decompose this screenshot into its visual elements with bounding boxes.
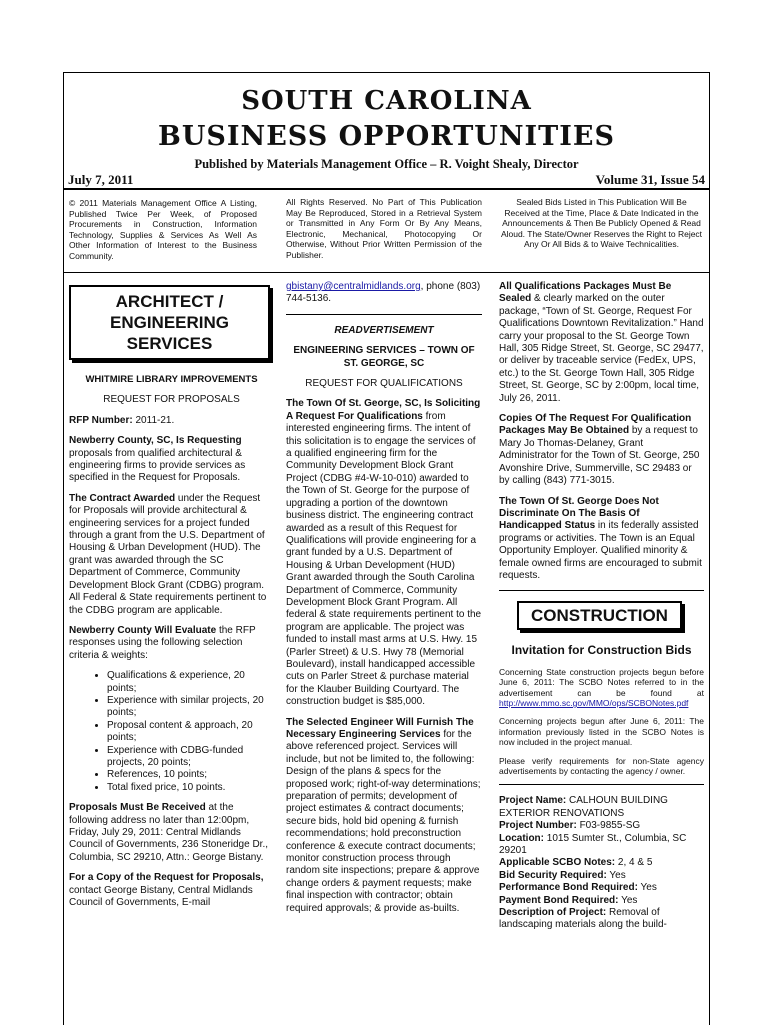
readvertisement-label: READVERTISEMENT: [334, 324, 434, 336]
paragraph: Newberry County Will Evaluate the RFP responses using the following selection criteria & weights:: [69, 624, 256, 661]
section-architect-engineering: ARCHITECT / ENGINEERING SERVICES: [69, 285, 270, 360]
list-item: • Experience with CDBG-funded projects, 20 points;: [107, 745, 274, 770]
contact-line: gbistany@centralmidlands.org, phone (803) 744-5136.: [286, 281, 481, 305]
project-number: Project Number: F03-9855-SG: [499, 820, 641, 832]
column-3: [499, 281, 704, 932]
divider: [286, 314, 482, 315]
scbo-note: Concerning State construction projects begun before June 6, 2011: The SCBO Notes referred to in the advertisement can be found at http://www.mmo.sc.gov/MMO/ops/SCBONotes.pdf: [499, 666, 704, 708]
email-link[interactable]: gbistany@centralmidlands.org: [286, 281, 421, 292]
paragraph: The Town Of St. George Does Not Discriminate On The Basis Of Handicapped Status in its federally assisted programs or activities. The Town is an Equal Opportunity Employer. Qualified minority & female owned firms are encouraged to submit requests.: [499, 495, 702, 581]
payment-bond: Payment Bond Required: Yes: [499, 894, 638, 906]
publisher-line: Published by Materials Management Office – R. Voight Shealy, Director: [194, 157, 579, 171]
scbo-notes-link[interactable]: http://www.mmo.sc.gov/MMO/ops/SCBONotes.pdf: [499, 697, 689, 708]
project-description: Description of Project: Removal of landscaping materials along the build-: [499, 907, 667, 931]
scbo-notes: Applicable SCBO Notes: 2, 4 & 5: [499, 857, 653, 869]
masthead-subtitle: BUSINESS OPPORTUNITIES: [158, 121, 615, 152]
paragraph: For a Copy of the Request for Proposals, contact George Bistany, Central Midlands Council of Governments, E-mail: [69, 872, 264, 909]
paragraph: Newberry County, SC, Is Requesting proposals from qualified architectural & engineering firms to provide services as specified in the Request for Proposals.: [69, 435, 246, 484]
rfp-number: RFP Number: 2011-21.: [69, 414, 175, 426]
issue-date: July 7, 2011: [68, 172, 134, 187]
copyright-notice: © 2011 Materials Management Office A Listing, Published Twice Per Week, of Proposed Procurements in Construction, Information Technology, Supplies & Services As Well As Other Information of Interest to the Business Community.: [69, 198, 257, 261]
column-1: [69, 281, 274, 917]
scbo-note: Please verify requirements for non-State agency advertisements by contacting the agency / owner.: [499, 755, 704, 776]
paragraph: The Contract Awarded under the Request for Proposals will provide architectural & engineering services for a project funded through a grant from the U.S. Department of Housing & Urban Development (HUD). The grant was awarded through the SC Department of Commerce, Community Development Block Grant (CDBG) program. All Federal & State requirements pertinent to the CDBG program are applicable.: [69, 492, 267, 616]
page-frame: [63, 72, 710, 1025]
sealed-bids-notice: Sealed Bids Listed in This Publication Will Be Received at the Time, Place & Date Indicated in the Announcements & Then Be Publicly Opened & Read Aloud. The State/Owner Reserves the Right to Reject Any Or All Bids & to Waive Technicalities.: [500, 197, 703, 249]
paragraph: All Qualifications Packages Must Be Sealed & clearly marked on the outer package, “Town of St. George, Request For Qualifications Downtown Revitalization.” Hand carry your proposal to the St. George Town Hall, 305 Ridge Street, St. George, SC 29477, or deliver by traceable service (FedEx, UPS, etc.) to the St. George Town Hall, 305 Ridge Street, St. George, SC by 2:00pm, local time, July 26, 2011.: [499, 281, 704, 404]
project-location: Location: 1015 Sumter St., Columbia, SC 29201: [499, 832, 687, 857]
performance-bond: Performance Bond Required: Yes: [499, 882, 657, 894]
section-construction: CONSTRUCTION: [517, 601, 682, 630]
notice-rule: [64, 272, 709, 273]
list-item: • Proposal content & approach, 20 points;: [107, 720, 274, 745]
list-item: • Total fixed price, 10 points.: [107, 782, 274, 794]
divider: [499, 784, 704, 785]
masthead-title: SOUTH CAROLINA: [241, 86, 532, 116]
project-title: ENGINEERING SERVICES – TOWN OF ST. GEORGE, SC: [293, 345, 475, 369]
column-2: [286, 281, 482, 923]
invitation-heading: Invitation for Construction Bids: [511, 643, 692, 658]
rights-notice: All Rights Reserved. No Part of This Publication May Be Reproduced, Stored in a Retrieval System or Transmitted in Any Form Or By Any Means, Electronic, Mechanical, Photocopying Or Otherwise, Without Prior Written Permission of the Publisher.: [286, 197, 482, 260]
paragraph: Copies Of The Request For Qualification Packages May Be Obtained by a request to Mary Jo Thomas-Delaney, Grant Administrator for the Town of St. George, 250 Avonshire Drive, Summerville, SC 29483 or by calling (843) 771-3015.: [499, 413, 700, 487]
header-rule: [64, 188, 709, 190]
divider: [499, 590, 704, 591]
paragraph: Proposals Must Be Received at the following address no later than 12:00pm, Friday, July 29, 2011: Central Midlands Council of Governments, 236 Stoneridge Dr., Columbia, SC 29210, Attn.: George Bistany.: [69, 802, 268, 863]
list-item: • References, 10 points;: [107, 769, 274, 781]
criteria-list: [69, 670, 274, 794]
project-title: WHITMIRE LIBRARY IMPROVEMENTS: [85, 374, 258, 385]
issue-volume: Volume 31, Issue 54: [595, 172, 705, 187]
project-name: Project Name: CALHOUN BUILDING EXTERIOR RENOVATIONS: [499, 795, 668, 819]
rfq-heading: REQUEST FOR QUALIFICATIONS: [305, 378, 463, 390]
rfp-heading: REQUEST FOR PROPOSALS: [103, 394, 240, 406]
list-item: • Experience with similar projects, 20 points;: [107, 695, 274, 720]
bid-security: Bid Security Required: Yes: [499, 869, 626, 881]
list-item: • Qualifications & experience, 20 points;: [107, 670, 274, 695]
paragraph: The Selected Engineer Will Furnish The Necessary Engineering Services for the above referenced project. Services will include, but not be limited to, the following: Design of the plans & specs for the proposed work; right-of-way determinations; preparation of permits; development of project estimates & contract documents; secure bids, hold bid opening & furnish recommendations; hold preconstruction conference & execute contract documents; monitor construction process through random site inspections; prepare & approve change orders & payment requests; make final inspection with contractor; obtain required approvals; & provide as-builts.: [286, 716, 481, 914]
scbo-note: Concerning projects begun after June 6, 2011: The information previously listed in the SCBO Notes is now included in the project manual.: [499, 716, 704, 748]
paragraph: The Town Of St. George, SC, Is Soliciting A Request For Qualifications from interested engineering firms. The intent of this solicitation is to engage the services of a qualified engineering firm for the Community Development Block Grant Project (CDBG #4-W-10-010) awarded to the Town of St. George for the purpose of upgrading a portion of the downtown business district. The engineering contract awarded as a result of this Request for Qualifications will provide engineering for a grant funded by a U.S. Department of Housing & Urban Development (HUD) Grant awarded through the South Carolina Department of Commerce, Community Development Block Grant Program. All federal & state requirements pertinent to the program are applicable. The project was funded to install mast arms at U.S. Hwy. 15 (Parler Street) & U.S. Hwy 78 (Memorial Boulevard), install handicapped accessible cuts on Parler Street & purchase material for the Klauber Building Courtyard. The construction budget is $85,000.: [286, 398, 482, 708]
